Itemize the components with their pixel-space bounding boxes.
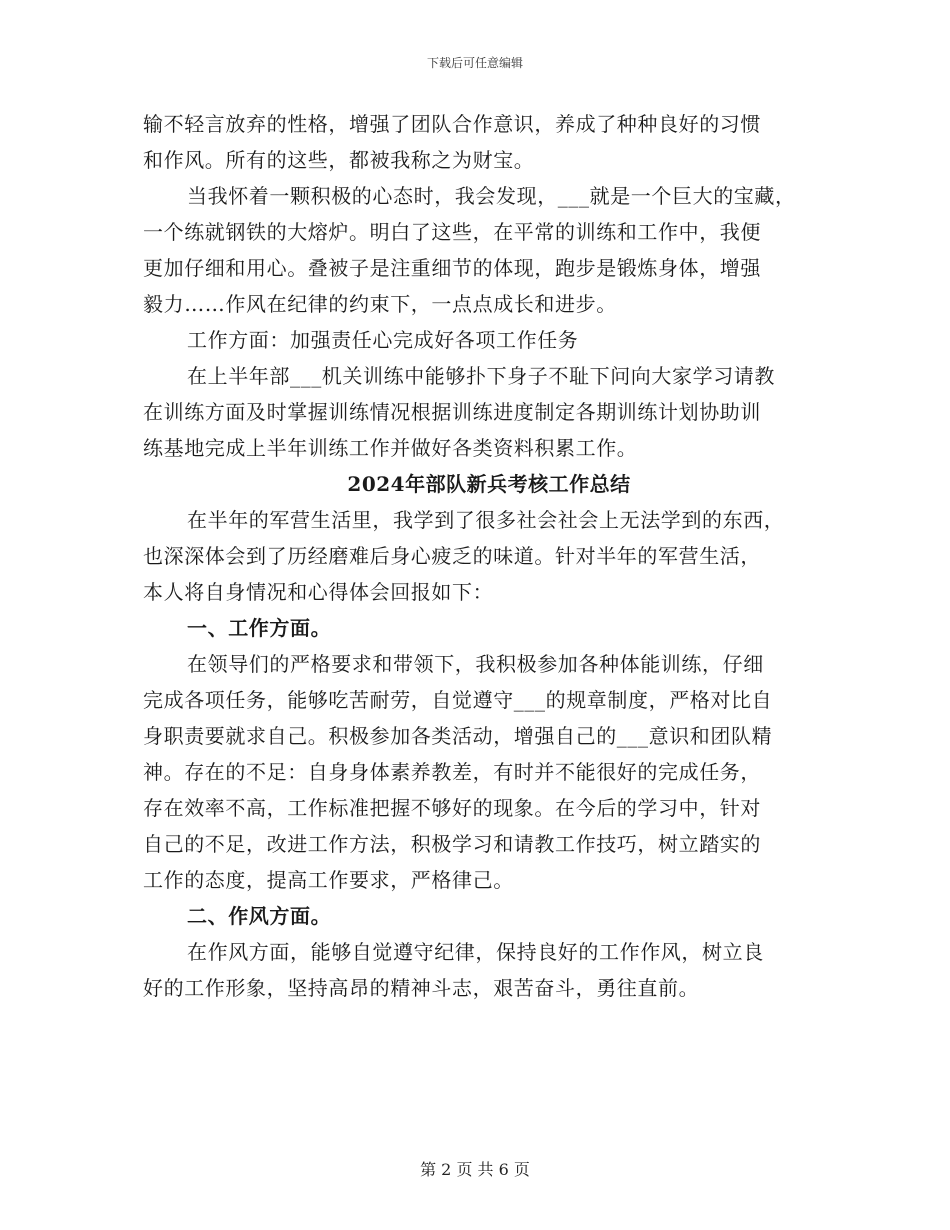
paragraph-line: 也深深体会到了历经磨难后身心疲乏的味道。针对半年的军营生活， <box>143 544 761 568</box>
paragraph-line: 当我怀着一颗积极的心态时，我会发现，___就是一个巨大的宝藏， <box>187 184 796 208</box>
paragraph-line: 在作风方面，能够自觉遵守纪律，保持良好的工作作风，树立良 <box>187 940 764 964</box>
paragraph-line: 输不轻言放弃的性格，增强了团队合作意识，养成了种种良好的习惯 <box>143 112 761 136</box>
paragraph-line: 一个练就钢铁的大熔炉。明白了这些，在平常的训练和工作中，我便 <box>143 220 761 244</box>
paragraph-line: 本人将自身情况和心得体会回报如下： <box>143 580 494 604</box>
section-heading: 一、工作方面。 <box>187 616 332 640</box>
document-body <box>143 106 815 1006</box>
paragraph-line: 身职责要就求自己。积极参加各类活动，增强自己的___意识和团队精 <box>143 724 773 748</box>
paragraph-line: 工作的态度，提高工作要求，严格律己。 <box>143 868 514 892</box>
paragraph-line: 在领导们的严格要求和带领下，我积极参加各种体能训练，仔细 <box>187 652 764 676</box>
paragraph-line: 和作风。所有的这些，都被我称之为财宝。 <box>143 148 535 172</box>
paragraph-line: 完成各项任务，能够吃苦耐劳，自觉遵守___的规章制度，严格对比自 <box>143 688 773 712</box>
paragraph-line: 好的工作形象，坚持高昂的精神斗志，艰苦奋斗，勇往直前。 <box>143 976 700 1000</box>
document-title: 2024年部队新兵考核工作总结 <box>347 472 631 496</box>
paragraph-line: 毅力……作风在纪律的约束下，一点点成长和进步。 <box>143 292 617 316</box>
paragraph-line: 在上半年部___机关训练中能够扑下身子不耻下问向大家学习请教 <box>187 364 775 388</box>
page-header: 下载后可任意编辑 <box>426 56 523 70</box>
paragraph-line: 在半年的军营生活里，我学到了很多社会社会上无法学到的东西， <box>187 508 785 532</box>
page-footer: 第 2 页 共 6 页 <box>420 1160 530 1179</box>
section-heading: 二、作风方面。 <box>187 904 332 928</box>
paragraph-line: 练基地完成上半年训练工作并做好各类资料积累工作。 <box>143 436 638 460</box>
paragraph-line: 更加仔细和用心。叠被子是注重细节的体现，跑步是锻炼身体，增强 <box>143 256 761 280</box>
paragraph-line: 神。存在的不足：自身身体素养教差，有时并不能很好的完成任务， <box>143 760 761 784</box>
paragraph-line: 自己的不足，改进工作方法，积极学习和请教工作技巧，树立踏实的 <box>143 832 761 856</box>
paragraph-line: 存在效率不高，工作标准把握不够好的现象。在今后的学习中，针对 <box>143 796 761 820</box>
section-subheading: 工作方面：加强责任心完成好各项工作任务 <box>187 328 579 352</box>
paragraph-line: 在训练方面及时掌握训练情况根据训练进度制定各期训练计划协助训 <box>143 400 761 424</box>
